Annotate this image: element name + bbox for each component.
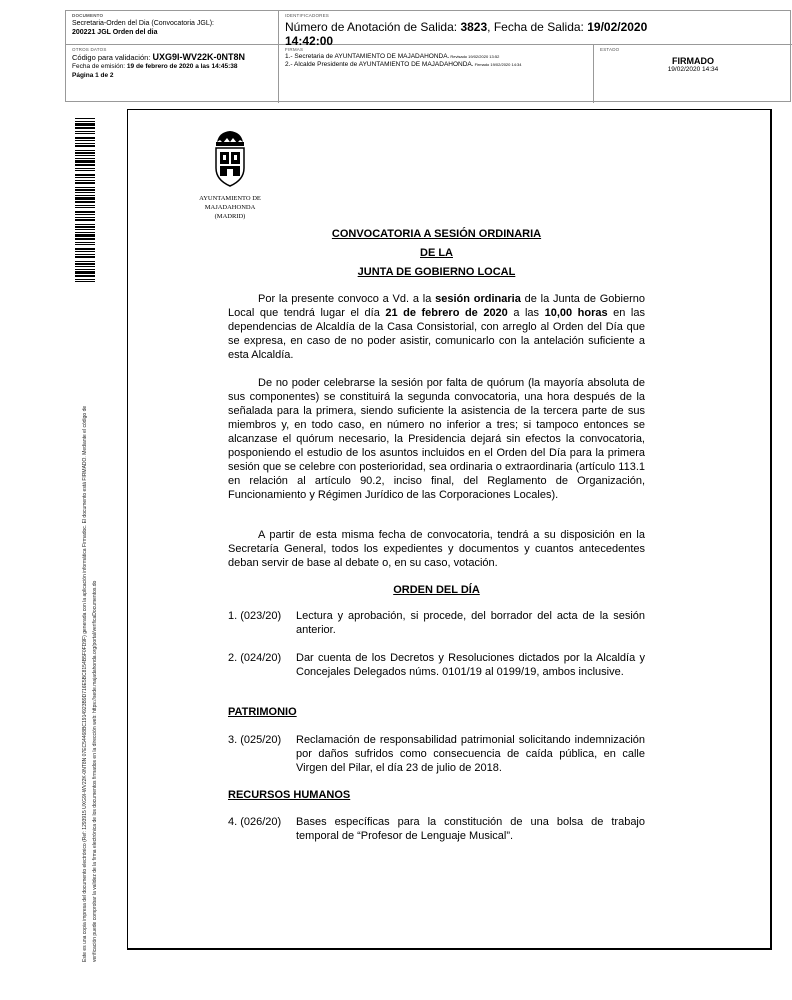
ident-date: 19/02/2020 xyxy=(587,20,648,34)
p1-hora: 10,00 horas xyxy=(544,307,608,319)
agenda-item xyxy=(228,815,645,843)
p1-g: en las dependencias de Alcaldía de la Casa Consistorial, con arreglo al Orden del Día que se expresa, en caso de no poder asistir, comunicarlo con la antelación suficiente a esta Alcaldía. xyxy=(228,307,645,361)
agenda-item-text: Reclamación de responsabilidad patrimonial solicitando indemnización por daños sufridos como consecuencia de caída pública, en calle Virgen del Pilar, el día 23 de julio de 2018. xyxy=(296,734,645,774)
firma2-timestamp: Firmado 19/02/2020 14:34 xyxy=(474,62,522,67)
letterhead xyxy=(193,194,267,221)
agenda-item-number: 3. (025/20) xyxy=(228,734,282,746)
p1-fecha: 21 de febrero de 2020 xyxy=(385,307,508,319)
agenda-item-text: Lectura y aprobación, si procede, del borrador del acta de la sesión anterior. xyxy=(296,610,645,636)
barcode-icon xyxy=(75,118,95,284)
codigo-label: Código para validación: xyxy=(72,53,153,62)
anotacion-salida xyxy=(285,20,786,48)
agenda-item xyxy=(228,651,645,679)
estado-cell xyxy=(594,45,792,103)
firmas-label: FIRMAS xyxy=(285,47,304,52)
margin-verification-line2: verificación puede comprobar la validez de la firma electrónica de los documentos firmados en la dirección web: https://sede.majadahonda.org/portal/verificaDocumentos.do xyxy=(92,580,98,962)
agenda-item-number: 4. (026/20) xyxy=(228,816,282,828)
estado-date: 19/02/2020 14:34 xyxy=(667,66,719,73)
orden-del-dia-title: ORDEN DEL DÍA xyxy=(393,584,480,596)
firma2-text: 2.- Alcalde Presidente de AYUNTAMIENTO DE MAJADAHONDA. xyxy=(285,61,474,68)
ident-number: 3823 xyxy=(460,20,488,34)
documento-line1: Secretaria-Orden del Dia (Convocatoria JGL): xyxy=(72,20,215,27)
otros-datos-cell xyxy=(66,45,279,103)
emision-label: Fecha de emisión: xyxy=(72,63,127,70)
paragraph-convocatoria xyxy=(228,292,645,362)
otros-label: OTROS DATOS xyxy=(72,47,107,52)
section-patrimonio: PATRIMONIO xyxy=(228,706,297,718)
identificadores-cell xyxy=(279,11,792,48)
firma1-timestamp: Revisado 19/02/2020 13:52 xyxy=(450,54,500,59)
agenda-item-number: 2. (024/20) xyxy=(228,652,282,664)
ident-time: 14:42:00 xyxy=(285,34,334,48)
agenda-item xyxy=(228,609,645,637)
p1-c: de la Junta de Gobierno Local que tendrá lugar el día xyxy=(228,293,645,319)
paragraph-quorum: De no poder celebrarse la sesión por falta de quórum (la mayoría absoluta de sus componentes) se constituirá la segunda convocatoria, una hora después de la señalada para la primera, siendo suficiente la asistencia de la tercera parte de sus miembros y, en todo caso, en número no inferior a tres; si tampoco entonces se alcanzase el quórum necesario, la Presidencia dejará sin efectos la convocatoria, posponiendo el estudio de los asuntos incluidos en el Orden del Día para la primera sesión que se celebre con posterioridad, sea ordinaria o extraordinaria (artículo 113.1 en relación al artículo 90.2, inciso final, del Reglamento de Organización, Funcionamiento y Régimen Jurídico de las Corporaciones Locales). xyxy=(228,377,645,501)
title-convocatoria: CONVOCATORIA A SESIÓN ORDINARIA xyxy=(331,228,542,240)
firma-2 xyxy=(285,61,587,69)
section-recursos-humanos: RECURSOS HUMANOS xyxy=(228,789,351,801)
agenda-item xyxy=(228,733,645,775)
documento-cell xyxy=(66,11,279,45)
title-de-la: DE LA xyxy=(420,247,453,259)
ident-mid: , Fecha de Salida: xyxy=(487,20,588,34)
title-junta: JUNTA DE GOBIERNO LOCAL xyxy=(357,266,516,278)
header-table xyxy=(65,10,791,102)
documento-line2: 200221 JGL Orden del dia xyxy=(72,29,158,36)
p1-e: a las xyxy=(507,307,545,319)
letterhead-line2: MAJADAHONDA xyxy=(204,204,256,211)
agenda-item-text: Bases específicas para la constitución de una bolsa de trabajo temporal de “Profesor de Lenguaje Musical”. xyxy=(296,816,645,842)
firma-1 xyxy=(285,53,587,61)
estado-label: ESTADO xyxy=(600,47,620,52)
documento-label: DOCUMENTO xyxy=(72,13,104,18)
firma1-text: 1.- Secretaria de AYUNTAMIENTO DE MAJADAHONDA. xyxy=(285,53,450,60)
codigo-validacion xyxy=(72,53,272,62)
pagina: Página 1 de 2 xyxy=(72,72,114,79)
codigo-value: UXG9I-WV22K-0NT8N xyxy=(152,52,245,62)
p1-a: Por la presente convoco a Vd. a la xyxy=(258,293,436,305)
letterhead-line3: (MADRID) xyxy=(214,213,246,220)
emision-value: 19 de febrero de 2020 a las 14:45:38 xyxy=(126,63,238,70)
paragraph-disposicion: A partir de esta misma fecha de convocatoria, tendrá a su disposición en la Secretaría General, todos los expedientes y documentos y cuantos antecedentes deban servir de base al debate o, en su caso, votación. xyxy=(228,529,645,569)
fecha-emision xyxy=(72,62,272,71)
firmas-cell xyxy=(279,45,594,103)
p1-sesion: sesión ordinaria xyxy=(435,293,521,305)
letterhead-line1: AYUNTAMIENTO DE xyxy=(199,195,261,202)
margin-verification-line1: Este es una copia impresa del documento electrónico (Ref: 1293915 UXG9I-WV22K-0NT8N 07EC54468BC1914923B9D716E5BC8154B5F0FD9F) generada con la aplicación informática Firmadoc. El documento está FIRMADO. Mediante el código de xyxy=(82,405,88,962)
agenda-item-text: Dar cuenta de los Decretos y Resoluciones dictados por la Alcaldía y Concejales Delegados núms. 0101/19 al 0199/19, ambos inclusive. xyxy=(296,652,645,678)
estado-value: FIRMADO xyxy=(672,56,714,66)
coat-of-arms-icon xyxy=(205,128,255,192)
identificadores-label: IDENTIFICADORES xyxy=(285,13,330,18)
agenda-item-number: 1. (023/20) xyxy=(228,610,282,622)
ident-prefix: Número de Anotación de Salida: xyxy=(285,20,461,34)
